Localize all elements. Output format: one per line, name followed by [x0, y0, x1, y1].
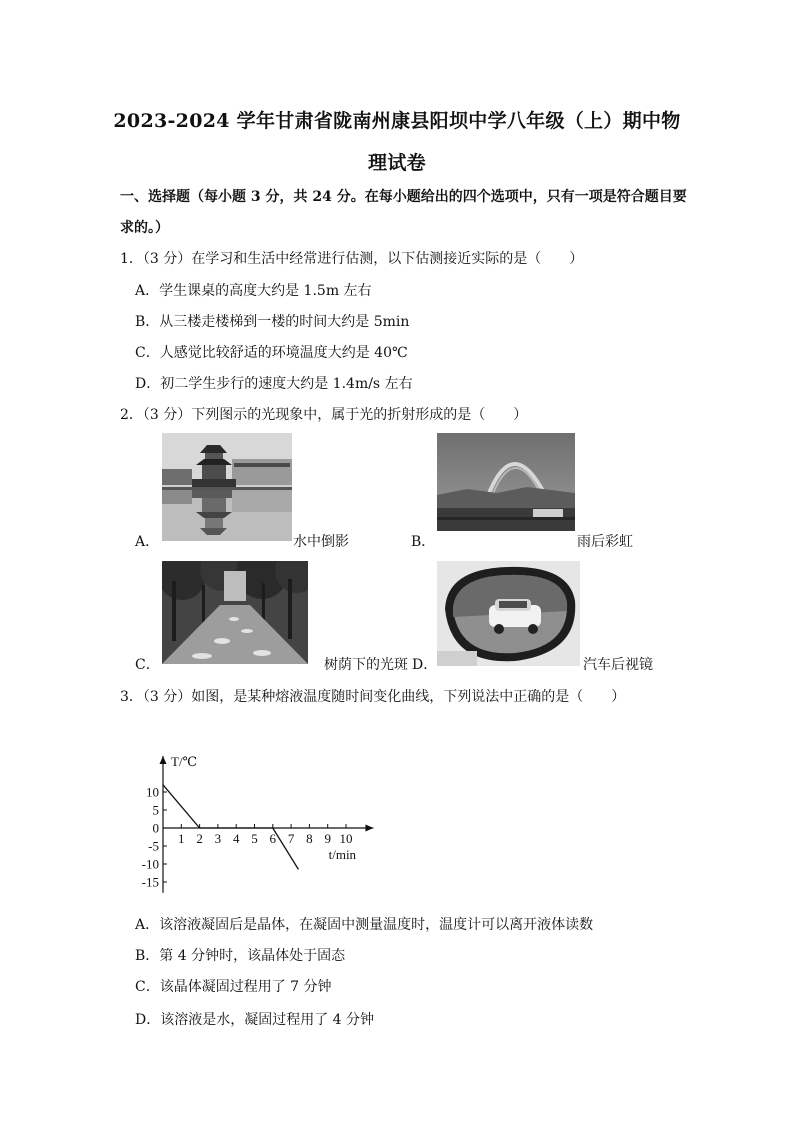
x-tick-label: 6 — [269, 831, 277, 846]
y-axis-label: T/℃ — [171, 754, 198, 769]
section1-heading-line2: 求的。） — [120, 220, 169, 236]
y-tick-label: -5 — [148, 838, 159, 854]
x-axis-label: t/min — [328, 847, 357, 862]
q1-option-d: D．初二学生步行的速度大约是 1.4m/s 左右 — [135, 376, 413, 392]
q2-option-d-caption: 汽车后视镜 — [583, 657, 653, 673]
q2-stem: 2．（3 分）下列图示的光现象中，属于光的折射形成的是（ ） — [120, 407, 528, 423]
y-tick-label: 10 — [146, 784, 159, 800]
q1-stem: 1．（3 分）在学习和生活中经常进行估测，以下估测接近实际的是（ ） — [120, 251, 584, 267]
x-tick-label: 7 — [287, 831, 295, 846]
q3-option-d: D．该溶液是水，凝固过程用了 4 分钟 — [135, 1012, 375, 1028]
q2-photo-d-car-mirror — [437, 561, 580, 666]
q3-option-c: C．该晶体凝固过程用了 7 分钟 — [135, 979, 332, 995]
q2-option-a-letter: A． — [135, 534, 160, 550]
y-tick-label: 5 — [152, 802, 159, 818]
y-tick-label: -15 — [141, 874, 159, 890]
x-tick-label: 5 — [251, 831, 258, 846]
series-line — [163, 785, 298, 870]
y-axis-arrow — [160, 756, 167, 764]
x-tick-label: 2 — [196, 831, 203, 846]
q1-option-a: A．学生课桌的高度大约是 1.5m 左右 — [135, 283, 372, 299]
section1-heading-line1: 一、选择题（每小题 3 分，共 24 分。在每小题给出的四个选项中，只有一项是符合题目要 — [120, 189, 687, 205]
paper-title-line1: 2023-2024 学年甘肃省陇南州康县阳坝中学八年级（上）期中物 — [113, 110, 681, 132]
q2-option-d-letter: D． — [412, 657, 438, 673]
y-tick-label: 0 — [152, 820, 159, 836]
q3-option-b: B．第 4 分钟时，该晶体处于固态 — [135, 948, 346, 964]
x-tick-label: 3 — [214, 831, 222, 846]
x-tick-label: 10 — [339, 831, 353, 846]
temperature-time-chart — [130, 742, 390, 902]
paper-title-line2: 理试卷 — [368, 152, 426, 174]
q2-option-b-letter: B． — [411, 534, 436, 550]
q2-photo-a-reflection — [162, 433, 292, 541]
q1-option-b: B．从三楼走楼梯到一楼的时间大约是 5min — [135, 314, 410, 330]
q2-photo-c-tree-shade — [162, 561, 308, 664]
x-axis-arrow — [365, 825, 373, 832]
q2-option-a-caption: 水中倒影 — [293, 534, 349, 550]
q3-option-a: A．该溶液凝固后是晶体，在凝固中测量温度时，温度计可以离开液体读数 — [135, 917, 594, 933]
x-tick-label: 9 — [324, 831, 331, 846]
q2-photo-b-rainbow — [437, 433, 575, 531]
x-tick-label: 1 — [178, 831, 185, 846]
q2-option-b-caption: 雨后彩虹 — [577, 534, 633, 550]
y-tick-label: -10 — [141, 856, 159, 872]
x-tick-label: 4 — [232, 831, 240, 846]
x-tick-label: 8 — [306, 831, 313, 846]
q1-option-c: C．人感觉比较舒适的环境温度大约是 40℃ — [135, 345, 408, 361]
q3-stem: 3．（3 分）如图，是某种熔液温度随时间变化曲线，下列说法中正确的是（ ） — [120, 689, 626, 705]
q2-option-c-caption: 树荫下的光斑 — [324, 657, 408, 673]
q2-option-c-letter: C． — [135, 657, 160, 673]
